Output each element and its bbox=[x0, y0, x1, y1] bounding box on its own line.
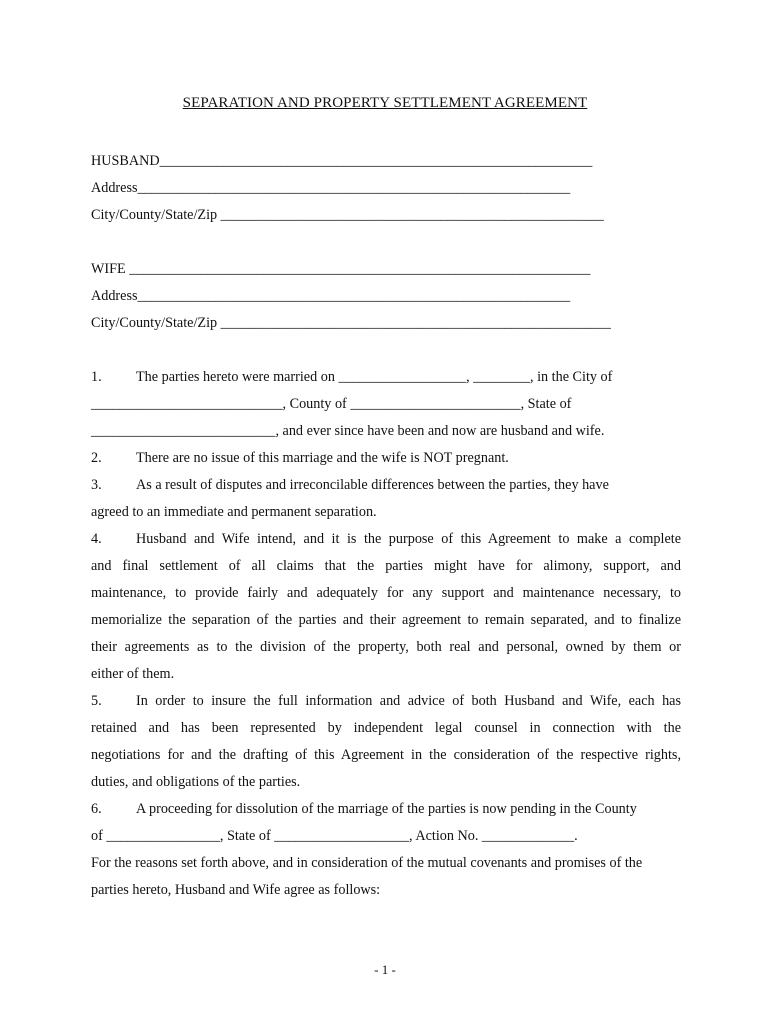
wife-address-line: Address_____________________________________________________________ bbox=[91, 288, 571, 304]
paragraph-2-line-1 bbox=[91, 449, 681, 467]
paragraph-5-line-1 bbox=[91, 692, 681, 710]
paragraph-6-number: 6. bbox=[91, 801, 102, 817]
paragraph-2-text: There are no issue of this marriage and the wife is NOT pregnant. bbox=[136, 450, 509, 466]
paragraph-2-number: 2. bbox=[91, 450, 102, 466]
paragraph-1-line-3: __________________________, and ever since have been and now are husband and wife. bbox=[91, 423, 605, 439]
paragraph-6-line-2: of ________________, State of ___________________, Action No. _____________. bbox=[91, 828, 578, 844]
husband-address-line: Address_____________________________________________________________ bbox=[91, 180, 571, 196]
paragraph-4-text: Husband and Wife intend, and it is the purpose of this Agreement to make a complete bbox=[136, 531, 681, 547]
wife-city-line: City/County/State/Zip _______________________________________________________ bbox=[91, 315, 611, 331]
paragraph-5-text: In order to insure the full information and advice of both Husband and Wife, each has bbox=[136, 693, 681, 709]
paragraph-1-line-2: ___________________________, County of ________________________, State of bbox=[91, 396, 572, 412]
paragraph-3-line-2: agreed to an immediate and permanent separation. bbox=[91, 504, 377, 520]
paragraph-6-text: A proceeding for dissolution of the marriage of the parties is now pending in the County bbox=[136, 801, 637, 817]
paragraph-3-text: As a result of disputes and irreconcilable differences between the parties, they have bbox=[136, 477, 609, 493]
paragraph-6-line-1 bbox=[91, 800, 681, 818]
paragraph-4-line-6: either of them. bbox=[91, 666, 175, 682]
husband-city-line: City/County/State/Zip ______________________________________________________ bbox=[91, 207, 604, 223]
paragraph-5-number: 5. bbox=[91, 693, 102, 709]
page-number: - 1 - bbox=[374, 962, 396, 977]
husband-name-line: HUSBAND_____________________________________________________________ bbox=[91, 153, 593, 169]
paragraph-4-number: 4. bbox=[91, 531, 102, 547]
paragraph-3-line-1 bbox=[91, 476, 681, 494]
wife-name-line: WIFE _________________________________________________________________ bbox=[91, 261, 591, 277]
closing-line-2: parties hereto, Husband and Wife agree as follows: bbox=[91, 882, 381, 898]
paragraph-4-line-2: and final settlement of all claims that the parties might have for alimony, support, and bbox=[91, 558, 681, 574]
paragraph-5-line-4: duties, and obligations of the parties. bbox=[91, 774, 301, 790]
paragraph-4-line-5: their agreements as to the division of the property, both real and personal, owned by them or bbox=[91, 639, 681, 655]
closing-line-1: For the reasons set forth above, and in consideration of the mutual covenants and promises of the bbox=[91, 855, 643, 871]
document-title: SEPARATION AND PROPERTY SETTLEMENT AGREEMENT bbox=[182, 95, 588, 111]
paragraph-5-line-3: negotiations for and the drafting of this Agreement in the consideration of the respective rights, bbox=[91, 747, 681, 763]
paragraph-5-line-2: retained and has been represented by independent legal counsel in connection with the bbox=[91, 720, 681, 736]
paragraph-4-line-1 bbox=[91, 530, 681, 548]
paragraph-1-line-1 bbox=[91, 368, 681, 386]
paragraph-1-number: 1. bbox=[91, 369, 102, 385]
paragraph-1-text: The parties hereto were married on __________________, ________, in the City of bbox=[136, 369, 613, 385]
paragraph-4-line-4: memorialize the separation of the parties and their agreement to remain separated, and to finalize bbox=[91, 612, 681, 628]
paragraph-4-line-3: maintenance, to provide fairly and adequately for any support and maintenance necessary, to bbox=[91, 585, 681, 601]
paragraph-3-number: 3. bbox=[91, 477, 102, 493]
